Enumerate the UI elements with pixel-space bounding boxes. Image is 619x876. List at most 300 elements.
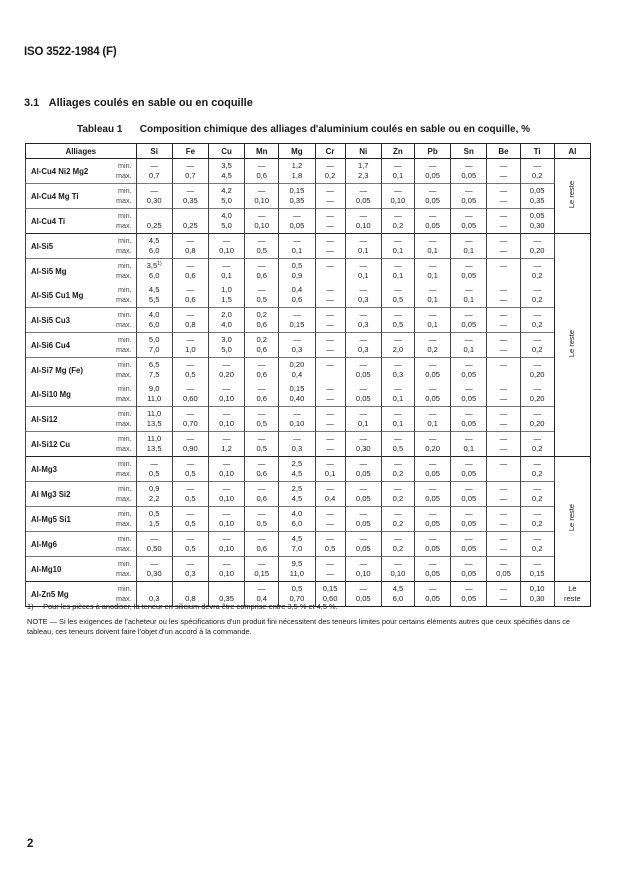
value-cell-ni xyxy=(345,382,381,407)
min-value: — xyxy=(257,409,266,418)
max-value: 0,3 xyxy=(357,345,369,354)
max-value: 1,2 xyxy=(221,444,232,453)
value-cell-si xyxy=(136,457,172,482)
min-value: — xyxy=(428,484,437,493)
value-cell-si xyxy=(136,482,172,507)
min-value: — xyxy=(257,384,266,393)
min-value: — xyxy=(499,459,508,468)
max-value: 0,1 xyxy=(392,419,404,428)
value-cell-sn xyxy=(451,582,487,607)
min-value: — xyxy=(150,534,158,543)
min-value: — xyxy=(394,434,402,443)
max-value: 0,1 xyxy=(324,469,336,478)
max-value: 0,5 xyxy=(185,544,196,553)
table-row xyxy=(26,557,591,582)
max-value: 0,30 xyxy=(146,569,162,578)
min-value: — xyxy=(533,335,541,344)
min-value xyxy=(137,211,172,221)
value-cell-cr xyxy=(315,259,345,284)
value-cell-pb xyxy=(415,259,451,284)
min-value: — xyxy=(465,534,473,543)
value-cell-mn xyxy=(245,283,279,308)
value-cell-zn xyxy=(381,333,414,358)
max-value: 0,4 xyxy=(291,370,303,379)
min-value: 3,0 xyxy=(221,335,232,344)
value-cell-cr xyxy=(315,532,345,557)
max-value: 0,6 xyxy=(291,295,303,304)
max-label: max. xyxy=(116,544,132,553)
alloy-name: Al-Cu4 Ti xyxy=(26,209,106,234)
value-cell-fe xyxy=(172,358,208,383)
value-cell-cu xyxy=(208,407,244,432)
value-cell-mn xyxy=(245,407,279,432)
max-value: 0,3 xyxy=(392,370,404,379)
min-value: 0,20 xyxy=(289,360,305,369)
value-cell-zn xyxy=(381,308,414,333)
al-remainder-cell xyxy=(554,159,590,234)
min-value: — xyxy=(359,360,368,369)
max-value: 0,1 xyxy=(463,345,475,354)
min-value: — xyxy=(359,459,368,468)
value-cell-cu xyxy=(208,482,244,507)
max-value: 0,05 xyxy=(425,394,440,403)
value-cell-mn xyxy=(245,532,279,557)
value-cell-mg xyxy=(279,507,315,532)
min-value: — xyxy=(150,161,158,170)
value-cell-zn xyxy=(381,557,414,582)
min-value: — xyxy=(150,459,158,468)
value-cell-zn xyxy=(381,159,414,184)
max-value: 0,5 xyxy=(185,494,196,503)
max-value: 0,2 xyxy=(427,345,438,354)
max-value: 1,5 xyxy=(221,295,232,304)
max-value: 0,1 xyxy=(392,271,404,280)
min-value: — xyxy=(465,261,473,270)
max-value: 0,2 xyxy=(531,271,543,280)
max-value: 0,05 xyxy=(425,494,440,503)
min-value: 1,7 xyxy=(357,161,369,170)
min-value: 4,5 xyxy=(148,285,160,294)
max-value: 0,35 xyxy=(289,196,305,205)
max-value: 0,05 xyxy=(425,221,440,230)
max-value: 0,2 xyxy=(392,494,404,503)
value-cell-cu xyxy=(208,283,244,308)
min-value: — xyxy=(428,161,437,170)
min-value: — xyxy=(394,409,402,418)
alloy-name: Al-Si12 Cu xyxy=(26,432,106,457)
value-cell-ni xyxy=(345,557,381,582)
min-value: 0,15 xyxy=(289,186,305,195)
value-cell-sn xyxy=(451,532,487,557)
value-cell-cr xyxy=(315,333,345,358)
max-value: 0,10 xyxy=(219,469,234,478)
min-value: — xyxy=(293,335,301,344)
min-value: — xyxy=(533,384,541,393)
min-value: — xyxy=(499,161,508,170)
max-value: — xyxy=(326,295,334,304)
value-cell-be xyxy=(487,382,520,407)
value-cell-mg xyxy=(279,532,315,557)
min-value: — xyxy=(499,534,508,543)
min-value: — xyxy=(499,384,508,393)
max-value: 13,5 xyxy=(146,444,162,453)
max-value: 1,5 xyxy=(148,519,160,528)
min-value: — xyxy=(428,584,437,593)
value-cell-fe xyxy=(172,308,208,333)
max-value: 0,30 xyxy=(355,444,371,453)
min-value: — xyxy=(326,236,334,245)
min-value: — xyxy=(428,509,437,518)
value-cell-fe xyxy=(172,234,208,259)
min-value: — xyxy=(257,285,266,294)
min-value: — xyxy=(394,236,402,245)
min-value: — xyxy=(394,384,402,393)
min-value: — xyxy=(465,211,473,220)
min-value: — xyxy=(394,459,402,468)
min-value: — xyxy=(359,559,368,568)
min-label: min. xyxy=(117,484,132,493)
min-max-labels xyxy=(106,507,136,532)
min-value: — xyxy=(465,509,473,518)
max-value: 13,5 xyxy=(146,419,162,428)
min-value: — xyxy=(326,484,334,493)
max-value: — xyxy=(499,295,508,304)
value-cell-ni xyxy=(345,532,381,557)
min-value: — xyxy=(359,285,368,294)
value-cell-ti xyxy=(520,283,554,308)
min-value: — xyxy=(533,534,541,543)
min-value: — xyxy=(465,186,473,195)
min-value: — xyxy=(499,285,508,294)
value-cell-sn xyxy=(451,184,487,209)
max-value: 0,05 xyxy=(355,394,371,403)
alloy-name: Al-Mg5 Si1 xyxy=(26,507,106,532)
min-value: — xyxy=(359,434,368,443)
value-cell-cu xyxy=(208,333,244,358)
value-cell-si xyxy=(136,382,172,407)
min-value: 2,5 xyxy=(291,484,303,493)
value-cell-cr xyxy=(315,382,345,407)
table-row xyxy=(26,507,591,532)
alloy-name: Al-Si5 Cu1 Mg xyxy=(26,283,106,308)
min-value: — xyxy=(326,261,334,270)
min-value: — xyxy=(359,211,368,220)
value-cell-sn xyxy=(451,482,487,507)
max-value: 0,1 xyxy=(463,246,475,255)
value-cell-cr xyxy=(315,432,345,457)
min-value: — xyxy=(394,360,402,369)
min-label: min. xyxy=(117,360,132,369)
value-cell-fe xyxy=(172,259,208,284)
value-cell-cu xyxy=(208,308,244,333)
max-value: — xyxy=(326,320,334,329)
max-value: 0,05 xyxy=(461,544,477,553)
max-value: 0,20 xyxy=(529,419,545,428)
max-value: 7,0 xyxy=(291,544,303,553)
value-cell-cr xyxy=(315,209,345,234)
min-value: — xyxy=(186,236,195,245)
value-cell-zn xyxy=(381,234,414,259)
min-value: 0,2 xyxy=(256,310,267,319)
value-cell-cu xyxy=(208,507,244,532)
alloy-name: Al-Si5 xyxy=(26,234,106,259)
min-value: — xyxy=(326,409,334,418)
max-value: 0,8 xyxy=(185,594,196,603)
value-cell-fe xyxy=(172,432,208,457)
max-value: 0,1 xyxy=(357,271,369,280)
min-max-labels xyxy=(106,259,136,284)
min-value: — xyxy=(222,261,231,270)
min-max-labels xyxy=(106,159,136,184)
value-cell-cu xyxy=(208,457,244,482)
min-value: — xyxy=(186,484,195,493)
max-value: 0,10 xyxy=(219,394,234,403)
max-value: 0,10 xyxy=(355,221,371,230)
max-value: — xyxy=(499,320,508,329)
value-cell-sn xyxy=(451,234,487,259)
value-cell-si xyxy=(136,234,172,259)
al-remainder-text: Le reste xyxy=(567,503,577,532)
min-value: 0,5 xyxy=(291,261,303,270)
min-value: — xyxy=(257,534,266,543)
alloy-name: Al-Mg6 xyxy=(26,532,106,557)
max-value: 0,05 xyxy=(425,370,440,379)
max-label: max. xyxy=(116,469,132,478)
max-value: 0,2 xyxy=(531,345,543,354)
value-cell-be xyxy=(487,209,520,234)
min-value: — xyxy=(326,335,334,344)
value-cell-mn xyxy=(245,457,279,482)
value-cell-mg xyxy=(279,234,315,259)
min-value: — xyxy=(257,434,266,443)
value-cell-ni xyxy=(345,283,381,308)
value-cell-zn xyxy=(381,457,414,482)
min-max-labels xyxy=(106,209,136,234)
max-value: 0,1 xyxy=(392,171,404,180)
max-value: 0,05 xyxy=(425,594,440,603)
min-value: — xyxy=(186,409,195,418)
max-value xyxy=(487,271,519,281)
min-value: 0,05 xyxy=(529,211,545,220)
min-value: — xyxy=(222,459,231,468)
max-value: 0,05 xyxy=(461,370,477,379)
value-cell-mg xyxy=(279,382,315,407)
alloy-name: Al-Si10 Mg xyxy=(26,382,106,407)
value-cell-ti xyxy=(520,557,554,582)
max-value: 2,0 xyxy=(392,345,404,354)
max-value xyxy=(487,370,519,380)
al-remainder-text: Le reste xyxy=(567,329,577,358)
max-value: 0,20 xyxy=(529,370,545,379)
min-value: — xyxy=(326,459,334,468)
min-max-labels xyxy=(106,482,136,507)
max-value: 0,1 xyxy=(221,271,232,280)
min-value: — xyxy=(533,434,541,443)
value-cell-sn xyxy=(451,159,487,184)
max-value: 7,0 xyxy=(148,345,160,354)
max-value: 0,7 xyxy=(148,171,160,180)
max-value: 0,10 xyxy=(219,419,234,428)
min-value: — xyxy=(394,559,402,568)
min-value: 0,05 xyxy=(529,186,545,195)
value-cell-zn xyxy=(381,358,414,383)
min-value: — xyxy=(394,186,402,195)
min-value: 0,10 xyxy=(529,584,545,593)
value-cell-cr xyxy=(315,557,345,582)
min-max-labels xyxy=(106,457,136,482)
value-cell-be xyxy=(487,283,520,308)
min-value: — xyxy=(428,211,437,220)
min-value: — xyxy=(326,534,334,543)
max-value: 0,6 xyxy=(256,469,267,478)
value-cell-mn xyxy=(245,382,279,407)
max-value: 5,0 xyxy=(221,196,232,205)
value-cell-ti xyxy=(520,407,554,432)
value-cell-cr xyxy=(315,358,345,383)
column-header-be: Be xyxy=(487,144,520,159)
max-value: 0,2 xyxy=(324,171,336,180)
max-label: max. xyxy=(116,221,132,230)
min-max-labels xyxy=(106,184,136,209)
max-value: 0,6 xyxy=(256,370,267,379)
max-value: 0,6 xyxy=(256,271,267,280)
value-cell-zn xyxy=(381,532,414,557)
value-cell-si xyxy=(136,532,172,557)
min-value: — xyxy=(186,335,195,344)
max-value: 0,6 xyxy=(256,171,267,180)
al-remainder-cell xyxy=(554,457,590,582)
max-value: 0,6 xyxy=(256,544,267,553)
footnote-ref: 1) xyxy=(157,261,162,267)
min-value: — xyxy=(394,161,402,170)
max-value: 0,05 xyxy=(355,494,371,503)
max-value: — xyxy=(499,221,508,230)
max-value: 6,0 xyxy=(291,519,303,528)
max-value: — xyxy=(499,519,508,528)
value-cell-mg xyxy=(279,557,315,582)
max-value: 0,05 xyxy=(425,196,440,205)
value-cell-be xyxy=(487,407,520,432)
max-value: 0,05 xyxy=(461,494,477,503)
max-value: 0,10 xyxy=(289,419,305,428)
value-cell-cu xyxy=(208,382,244,407)
composition-table xyxy=(25,143,591,607)
max-value: 0,8 xyxy=(185,246,196,255)
max-value: 0,3 xyxy=(185,569,196,578)
min-value: — xyxy=(257,584,266,593)
min-label: min. xyxy=(117,310,132,319)
min-value: — xyxy=(465,310,473,319)
note-text: NOTE — Si les exigences de l'acheteur ou les spécifications d'un produit fini nécessitent des teneurs limites pour certains éléments autres que ceux spécifiés dans ce tableau, ces teneurs doivent faire l'objet d'un accord à la commande. xyxy=(27,617,571,636)
min-value: 4,5 xyxy=(392,584,404,593)
table-row xyxy=(26,432,591,457)
min-value: — xyxy=(326,161,334,170)
value-cell-be xyxy=(487,358,520,383)
max-value: 0,1 xyxy=(427,246,438,255)
table-label: Tableau 1 xyxy=(77,124,123,135)
min-value: — xyxy=(394,335,402,344)
value-cell-pb xyxy=(415,407,451,432)
max-value: 4,0 xyxy=(221,320,232,329)
value-cell-zn xyxy=(381,482,414,507)
value-cell-pb xyxy=(415,432,451,457)
max-value: 0,6 xyxy=(256,494,267,503)
min-value: — xyxy=(428,335,437,344)
value-cell-cu xyxy=(208,259,244,284)
value-cell-sn xyxy=(451,259,487,284)
min-label: min. xyxy=(117,236,132,245)
value-cell-sn xyxy=(451,432,487,457)
min-max-labels xyxy=(106,358,136,383)
min-value: — xyxy=(499,559,508,568)
min-value: — xyxy=(326,384,334,393)
min-value: — xyxy=(533,310,541,319)
max-value: 0,10 xyxy=(219,569,234,578)
max-value: 0,5 xyxy=(392,320,404,329)
value-cell-cr xyxy=(315,159,345,184)
max-label: max. xyxy=(116,271,132,280)
max-value: 0,05 xyxy=(461,594,477,603)
value-cell-zn xyxy=(381,184,414,209)
min-value: — xyxy=(326,211,334,220)
value-cell-zn xyxy=(381,259,414,284)
min-value: — xyxy=(465,236,473,245)
min-value: — xyxy=(428,559,437,568)
footnote xyxy=(27,602,338,611)
min-label: min. xyxy=(117,261,132,270)
table-row xyxy=(26,358,591,383)
min-value: — xyxy=(499,434,508,443)
min-value: — xyxy=(465,384,473,393)
value-cell-pb xyxy=(415,532,451,557)
min-value: — xyxy=(499,509,508,518)
max-value: 0,05 xyxy=(461,171,477,180)
max-value: 0,5 xyxy=(392,444,404,453)
min-value: — xyxy=(359,236,368,245)
min-value: — xyxy=(150,559,158,568)
max-value: 0,35 xyxy=(182,196,198,205)
value-cell-si xyxy=(136,159,172,184)
min-value: 0,5 xyxy=(148,509,160,518)
max-value: 0,20 xyxy=(529,246,545,255)
value-cell-ni xyxy=(345,234,381,259)
value-cell-si xyxy=(136,209,172,234)
max-value: 0,1 xyxy=(392,246,404,255)
min-value: — xyxy=(428,384,437,393)
max-value: 0,60 xyxy=(322,594,338,603)
footnote-text: Pour les pièces à anodiser, la teneur en silicium devra être comprise entre 3,5 % et 4,5 %. xyxy=(43,602,338,611)
al-remainder-cell xyxy=(554,582,590,607)
value-cell-fe xyxy=(172,209,208,234)
max-value: 0,2 xyxy=(531,494,543,503)
value-cell-pb xyxy=(415,234,451,259)
value-cell-mn xyxy=(245,159,279,184)
max-label: max. xyxy=(116,444,132,453)
max-value: 0,3 xyxy=(148,594,160,603)
min-value: — xyxy=(150,186,158,195)
max-value: 0,35 xyxy=(529,196,545,205)
max-value: 0,05 xyxy=(461,394,477,403)
max-value: 0,1 xyxy=(392,394,404,403)
min-value: 4,5 xyxy=(291,534,303,543)
min-value: — xyxy=(359,584,368,593)
min-max-labels xyxy=(106,333,136,358)
min-label: min. xyxy=(117,161,132,170)
value-cell-sn xyxy=(451,308,487,333)
value-cell-cr xyxy=(315,283,345,308)
max-value: 2,3 xyxy=(357,171,369,180)
value-cell-zn xyxy=(381,582,414,607)
